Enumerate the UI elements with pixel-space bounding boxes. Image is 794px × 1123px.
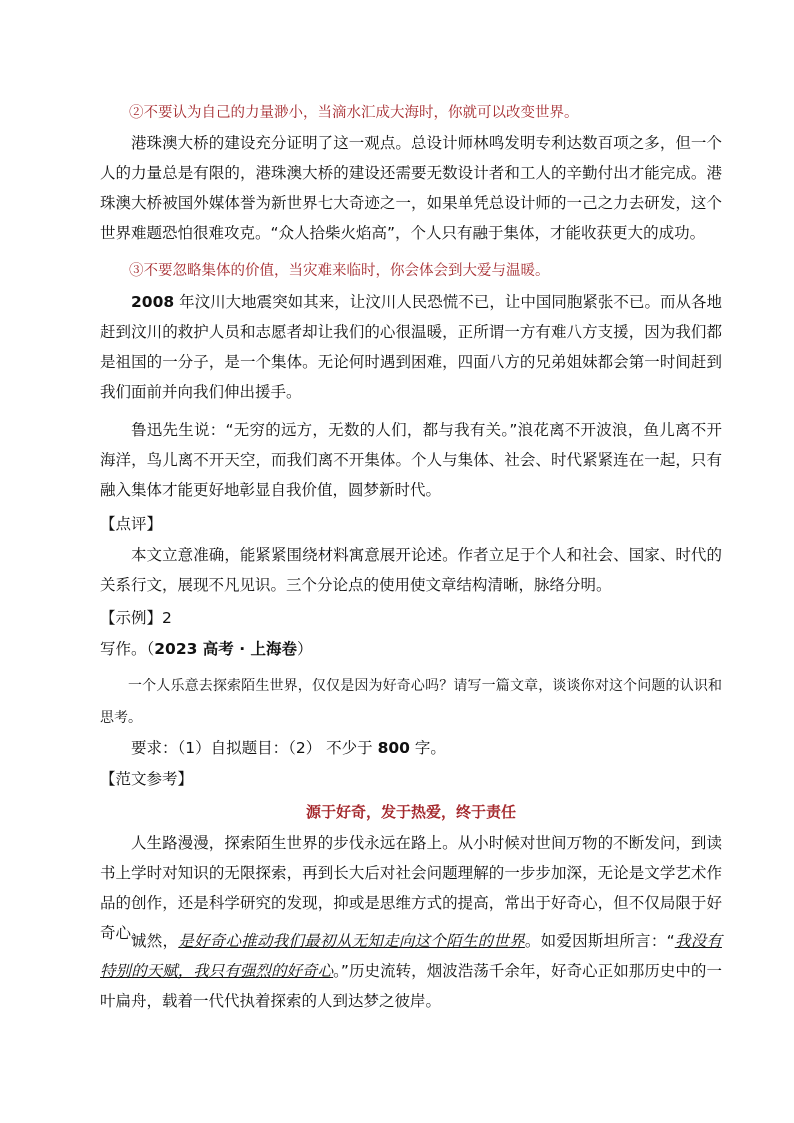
essay-p2-underlined-2: 我没有特别的天赋，我只有强烈的好奇心 [100, 932, 722, 980]
example-heading [100, 603, 722, 633]
task-prefix: 写作。（ [100, 640, 155, 658]
essay-p2-mid: 。如爱因斯坦所言：“ [524, 932, 675, 950]
paragraph-earthquake [100, 287, 722, 407]
essay-paragraph-1: 人生路漫漫，探索陌生世界的步伐永远在路上。从小时候对世间万物的不断发问，到读书上学时对知识的无限探索，再到长大后对社会问题理解的一步步加深，无论是文学艺术作品的创作，还是科学研究的发现，抑或是思维方式的提高，常出于好奇心，但不仅局限于好奇心。 [100, 834, 722, 942]
writing-prompt: 一个人乐意去探索陌生世界，仅仅是因为好奇心吗？请写一篇文章，谈谈你对这个问题的认识和思考。 [100, 678, 722, 726]
sub-point-2: ②不要认为自己的力量渺小，当滴水汇成大海时，你就可以改变世界。 [129, 105, 579, 121]
year-2008: 2008 [131, 293, 175, 311]
req-suffix: 字。 [409, 739, 446, 757]
req-prefix: 要求：（1）自拟题目：（2） 不少于 [131, 739, 378, 757]
example-number: 2 [162, 609, 172, 627]
essay-p2-lead: 诚然， [131, 932, 179, 950]
paragraph-luxun: 鲁迅先生说：“无穷的远方，无数的人们，都与我有关。”浪花离不开波浪，鱼儿离不开海洋，鸟儿离不开天空，而我们离不开集体。个人与集体、社会、时代紧紧连在一起，只有融入集体才能更好地彰显自我价值，圆梦新时代。 [100, 421, 722, 499]
comment-body: 本文立意准确，能紧紧围绕材料寓意展开论述。作者立足于个人和社会、国家、时代的关系行文，展现不凡见识。三个分论点的使用使文章结构清晰，脉络分明。 [100, 546, 722, 594]
essay-p2-end: 。”历史流转，烟波浩荡千余年，好奇心正如那历史中的一叶扁舟，载着一代代执着探索的人到达梦之彼岸。 [100, 962, 722, 1010]
requirements [100, 733, 722, 763]
paragraph-bridge: 港珠澳大桥的建设充分证明了这一观点。总设计师林鸣发明专利达数百项之多，但一个人的力量总是有限的，港珠澳大桥的建设还需要无数设计者和工人的辛勤付出才能完成。港珠澳大桥被国外媒体誉为新世界七大奇迹之一，如果单凭总设计师的一己之力去研发，这个世界难题恐怕很难攻克。“众人拾柴火焰高”，个人只有融于集体，才能收获更大的成功。 [100, 134, 722, 242]
essay-paragraph-2 [100, 926, 722, 1016]
task-suffix: ） [296, 640, 313, 658]
sub-point-3: ③不要忽略集体的价值，当灾难来临时，你会体会到大爱与温暖。 [129, 263, 550, 279]
example-label: 【示例】 [100, 609, 163, 627]
essay-p2-underlined-1: 是好奇心推动我们最初从无知走向这个陌生的世界 [178, 932, 525, 950]
paragraph-earthquake-text: 年汶川大地震突如其来，让汶川人民恐慌不已，让中国同胞紧张不已。而从各地赶到汶川的救护人员和志愿者却让我们的心很温暖，正所谓一方有难八方支援，因为我们都是祖国的一分子，是一个集体。无论何时遇到困难，四面八方的兄弟姐妹都会第一时间赶到我们面前并向我们伸出援手。 [100, 293, 722, 401]
req-number: 800 [377, 739, 410, 757]
essay-title: 源于好奇，发于热爱，终于责任 [305, 803, 516, 821]
comment-heading: 【点评】 [100, 515, 163, 533]
writing-task [100, 634, 722, 664]
task-source: 2023 高考 · 上海卷 [154, 640, 297, 658]
model-essay-heading: 【范文参考】 [100, 770, 194, 788]
